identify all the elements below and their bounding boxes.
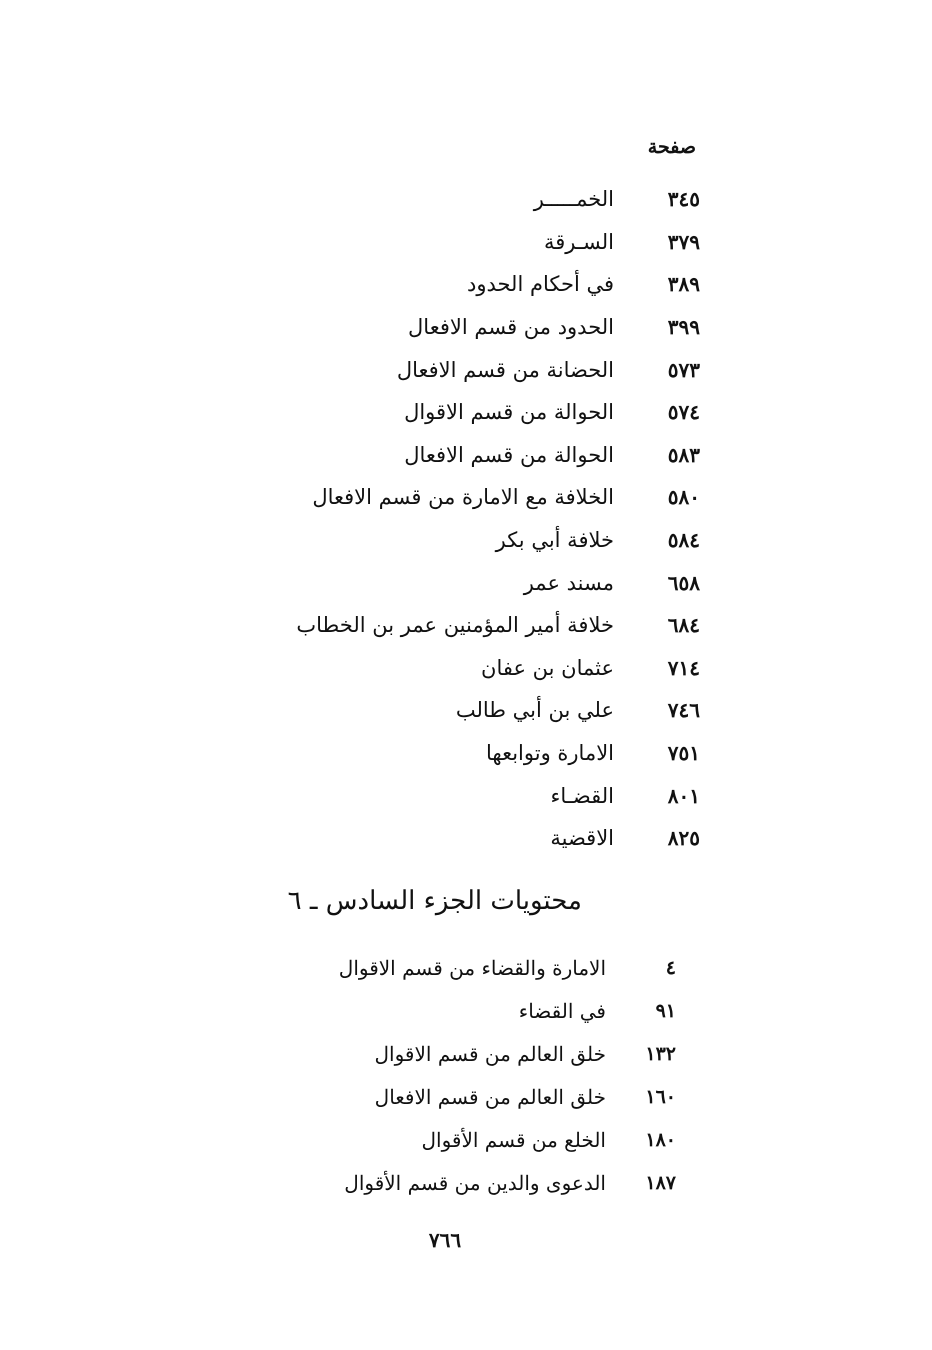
entry-page-number: ٦٥٨ — [667, 570, 700, 595]
toc-entry — [296, 647, 700, 690]
toc-entry — [296, 519, 700, 562]
entry-title: خلافة أمير المؤمنين عمر بن الخطاب — [296, 613, 614, 638]
entry-page-number: ١٦٠ — [645, 1085, 676, 1108]
toc-entry — [296, 178, 700, 221]
toc-entry — [296, 604, 700, 647]
entry-page-number: ٥٨٠ — [667, 485, 700, 510]
entry-page-number: ٥٨٤ — [667, 528, 700, 553]
entry-page-number: ١٨٠ — [645, 1128, 676, 1151]
entry-title: الحضانة من قسم الافعال — [396, 357, 614, 382]
toc-entry — [339, 1032, 676, 1075]
entry-page-number: ٣٧٩ — [667, 229, 700, 254]
entry-title: الامارة والقضاء من قسم الاقوال — [338, 955, 606, 980]
entry-title: مسند عمر — [523, 570, 614, 595]
entry-title: الخمـــــر — [533, 187, 614, 212]
toc-entry — [296, 391, 700, 434]
entry-title: الخلافة مع الامارة من قسم الافعال — [312, 485, 614, 510]
toc-entry — [339, 1075, 676, 1118]
entry-title: السـرقة — [543, 229, 614, 254]
entry-page-number: ٥٧٤ — [667, 400, 700, 425]
toc-entry — [296, 348, 700, 391]
toc-entry — [296, 817, 700, 860]
entry-title: في أحكام الحدود — [466, 272, 614, 297]
entry-page-number: ٣٨٩ — [667, 272, 700, 297]
toc-entry — [296, 732, 700, 775]
toc-entry — [296, 221, 700, 264]
entry-title: الخلع من قسم الأقوال — [421, 1127, 606, 1152]
entry-page-number: ٧٥١ — [667, 741, 700, 766]
entry-title: في القضاء — [518, 998, 606, 1023]
entry-page-number: ٦٨٤ — [667, 613, 700, 638]
entry-title: عثمان بن عفان — [481, 655, 614, 680]
entry-title: الحوالة من قسم الافعال — [404, 442, 614, 467]
entry-title: القضـاء — [550, 783, 614, 808]
entry-title: خلافة أبي بكر — [495, 528, 614, 553]
entry-page-number: ٤ — [665, 956, 676, 979]
entry-page-number: ٣٩٩ — [667, 315, 700, 340]
toc-entry — [339, 1161, 676, 1204]
entry-page-number: ٥٧٣ — [667, 357, 700, 382]
toc-entry — [339, 1118, 676, 1161]
entry-title: خلق العالم من قسم الاقوال — [374, 1041, 606, 1066]
entry-page-number: ٣٤٥ — [667, 187, 700, 212]
entry-title: الامارة وتوابعها — [486, 741, 614, 766]
toc-entry — [339, 946, 676, 989]
entry-title: الحوالة من قسم الاقوال — [404, 400, 614, 425]
entry-page-number: ٧٤٦ — [667, 698, 700, 723]
toc-entry — [296, 306, 700, 349]
toc-entry — [296, 561, 700, 604]
toc-entry — [296, 263, 700, 306]
entry-page-number: ٥٨٣ — [667, 442, 700, 467]
entry-page-number: ٨٠١ — [667, 783, 700, 808]
entry-page-number: ٩١ — [655, 999, 676, 1022]
page-column-header: صفحة — [647, 136, 696, 158]
entry-title: الدعوى والدين من قسم الأقوال — [344, 1170, 606, 1195]
toc-part-5 — [296, 178, 700, 860]
toc-part-6 — [339, 946, 676, 1204]
entry-page-number: ١٨٧ — [645, 1171, 676, 1194]
entry-title: علي بن أبي طالب — [455, 698, 614, 723]
toc-entry — [296, 476, 700, 519]
toc-entry — [296, 774, 700, 817]
entry-page-number: ٧١٤ — [667, 655, 700, 680]
entry-title: الاقضية — [550, 826, 614, 851]
entry-page-number: ٨٢٥ — [667, 826, 700, 851]
entry-title: خلق العالم من قسم الافعال — [374, 1084, 606, 1109]
entry-page-number: ١٣٢ — [645, 1042, 676, 1065]
toc-entry — [339, 989, 676, 1032]
section-heading: محتويات الجزء السادس ـ ٦ — [287, 886, 582, 916]
toc-entry — [296, 434, 700, 477]
page-folio-number: ٧٦٦ — [428, 1228, 462, 1252]
entry-title: الحدود من قسم الافعال — [408, 315, 614, 340]
toc-entry — [296, 689, 700, 732]
